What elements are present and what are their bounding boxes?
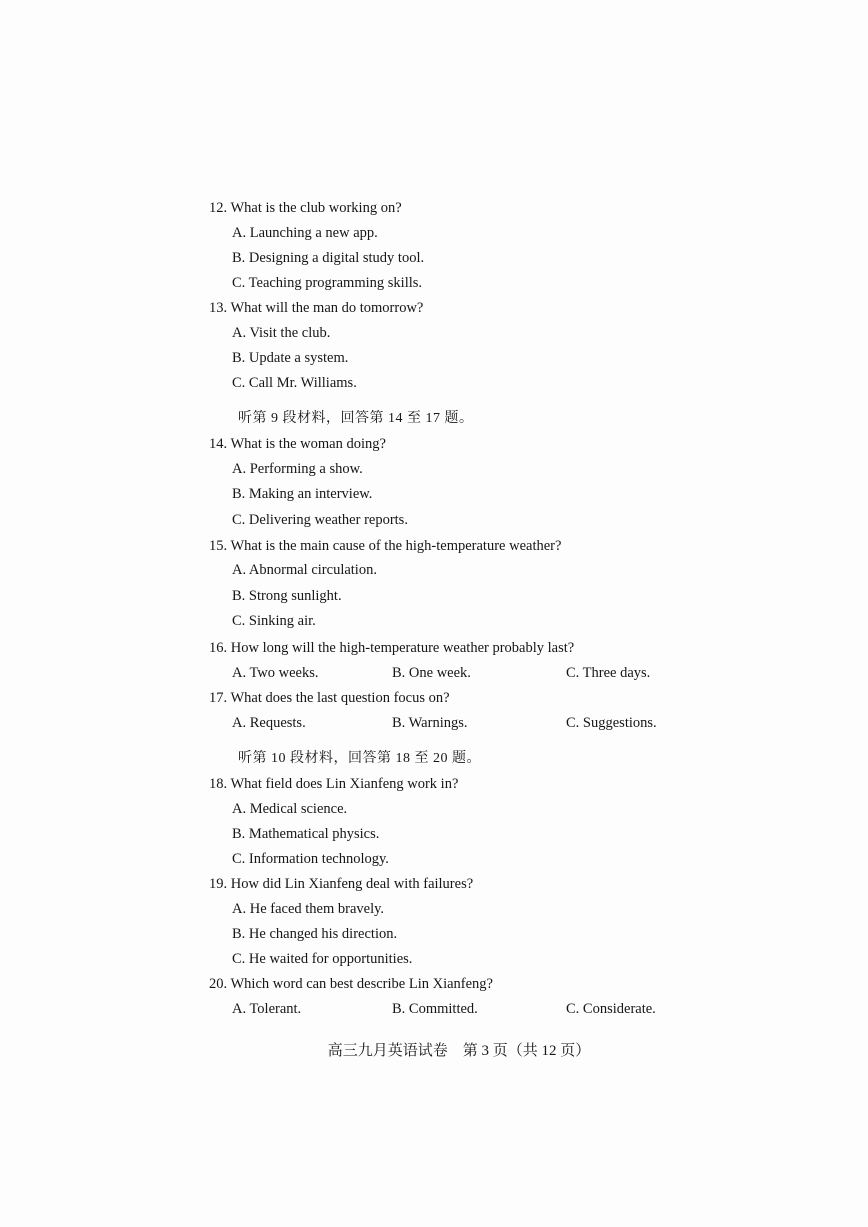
q17-option-c: C. Suggestions. — [566, 715, 657, 731]
q15-option-b: B. Strong sunlight. — [232, 588, 342, 604]
q20-option-b: B. Committed. — [392, 1001, 478, 1017]
q14-option-a: A. Performing a show. — [232, 461, 363, 477]
section-10-instruction: 听第 10 段材料，回答第 18 至 20 题。 — [238, 751, 481, 766]
q12-option-c: C. Teaching programming skills. — [232, 275, 423, 291]
question-15: 15. What is the main cause of the high-temperature weather? — [209, 538, 562, 554]
q16-option-a: A. Two weeks. — [232, 665, 319, 681]
q13-option-a: A. Visit the club. — [232, 325, 331, 341]
q19-option-c: C. He waited for opportunities. — [232, 951, 413, 967]
q20-option-a: A. Tolerant. — [232, 1001, 302, 1017]
question-12: 12. What is the club working on? — [209, 200, 402, 216]
q13-option-b: B. Update a system. — [232, 350, 349, 366]
question-13: 13. What will the man do tomorrow? — [209, 300, 424, 316]
q18-option-c: C. Information technology. — [232, 851, 389, 867]
q19-option-b: B. He changed his direction. — [232, 926, 398, 942]
question-20: 20. Which word can best describe Lin Xianfeng? — [209, 976, 493, 992]
question-17: 17. What does the last question focus on? — [209, 690, 450, 706]
question-16: 16. How long will the high-temperature weather probably last? — [209, 640, 575, 656]
q15-option-c: C. Sinking air. — [232, 613, 316, 629]
q20-option-c: C. Considerate. — [566, 1001, 656, 1017]
question-14: 14. What is the woman doing? — [209, 436, 386, 452]
q12-option-a: A. Launching a new app. — [232, 225, 378, 241]
q17-option-a: A. Requests. — [232, 715, 306, 731]
q19-option-a: A. He faced them bravely. — [232, 901, 385, 917]
page-footer: 高三九月英语试卷 第 3 页（共 12 页） — [327, 1043, 591, 1059]
q18-option-a: A. Medical science. — [232, 801, 348, 817]
q14-option-b: B. Making an interview. — [232, 486, 373, 502]
question-19: 19. How did Lin Xianfeng deal with failures? — [209, 876, 474, 892]
q17-option-b: B. Warnings. — [392, 715, 468, 731]
question-18: 18. What field does Lin Xianfeng work in? — [209, 776, 459, 792]
section-9-instruction: 听第 9 段材料，回答第 14 至 17 题。 — [238, 411, 474, 426]
q16-option-c: C. Three days. — [566, 665, 651, 681]
q14-option-c: C. Delivering weather reports. — [232, 512, 408, 528]
q18-option-b: B. Mathematical physics. — [232, 826, 380, 842]
q15-option-a: A. Abnormal circulation. — [232, 562, 377, 578]
q13-option-c: C. Call Mr. Williams. — [232, 375, 357, 391]
q12-option-b: B. Designing a digital study tool. — [232, 250, 425, 266]
q16-option-b: B. One week. — [392, 665, 471, 681]
